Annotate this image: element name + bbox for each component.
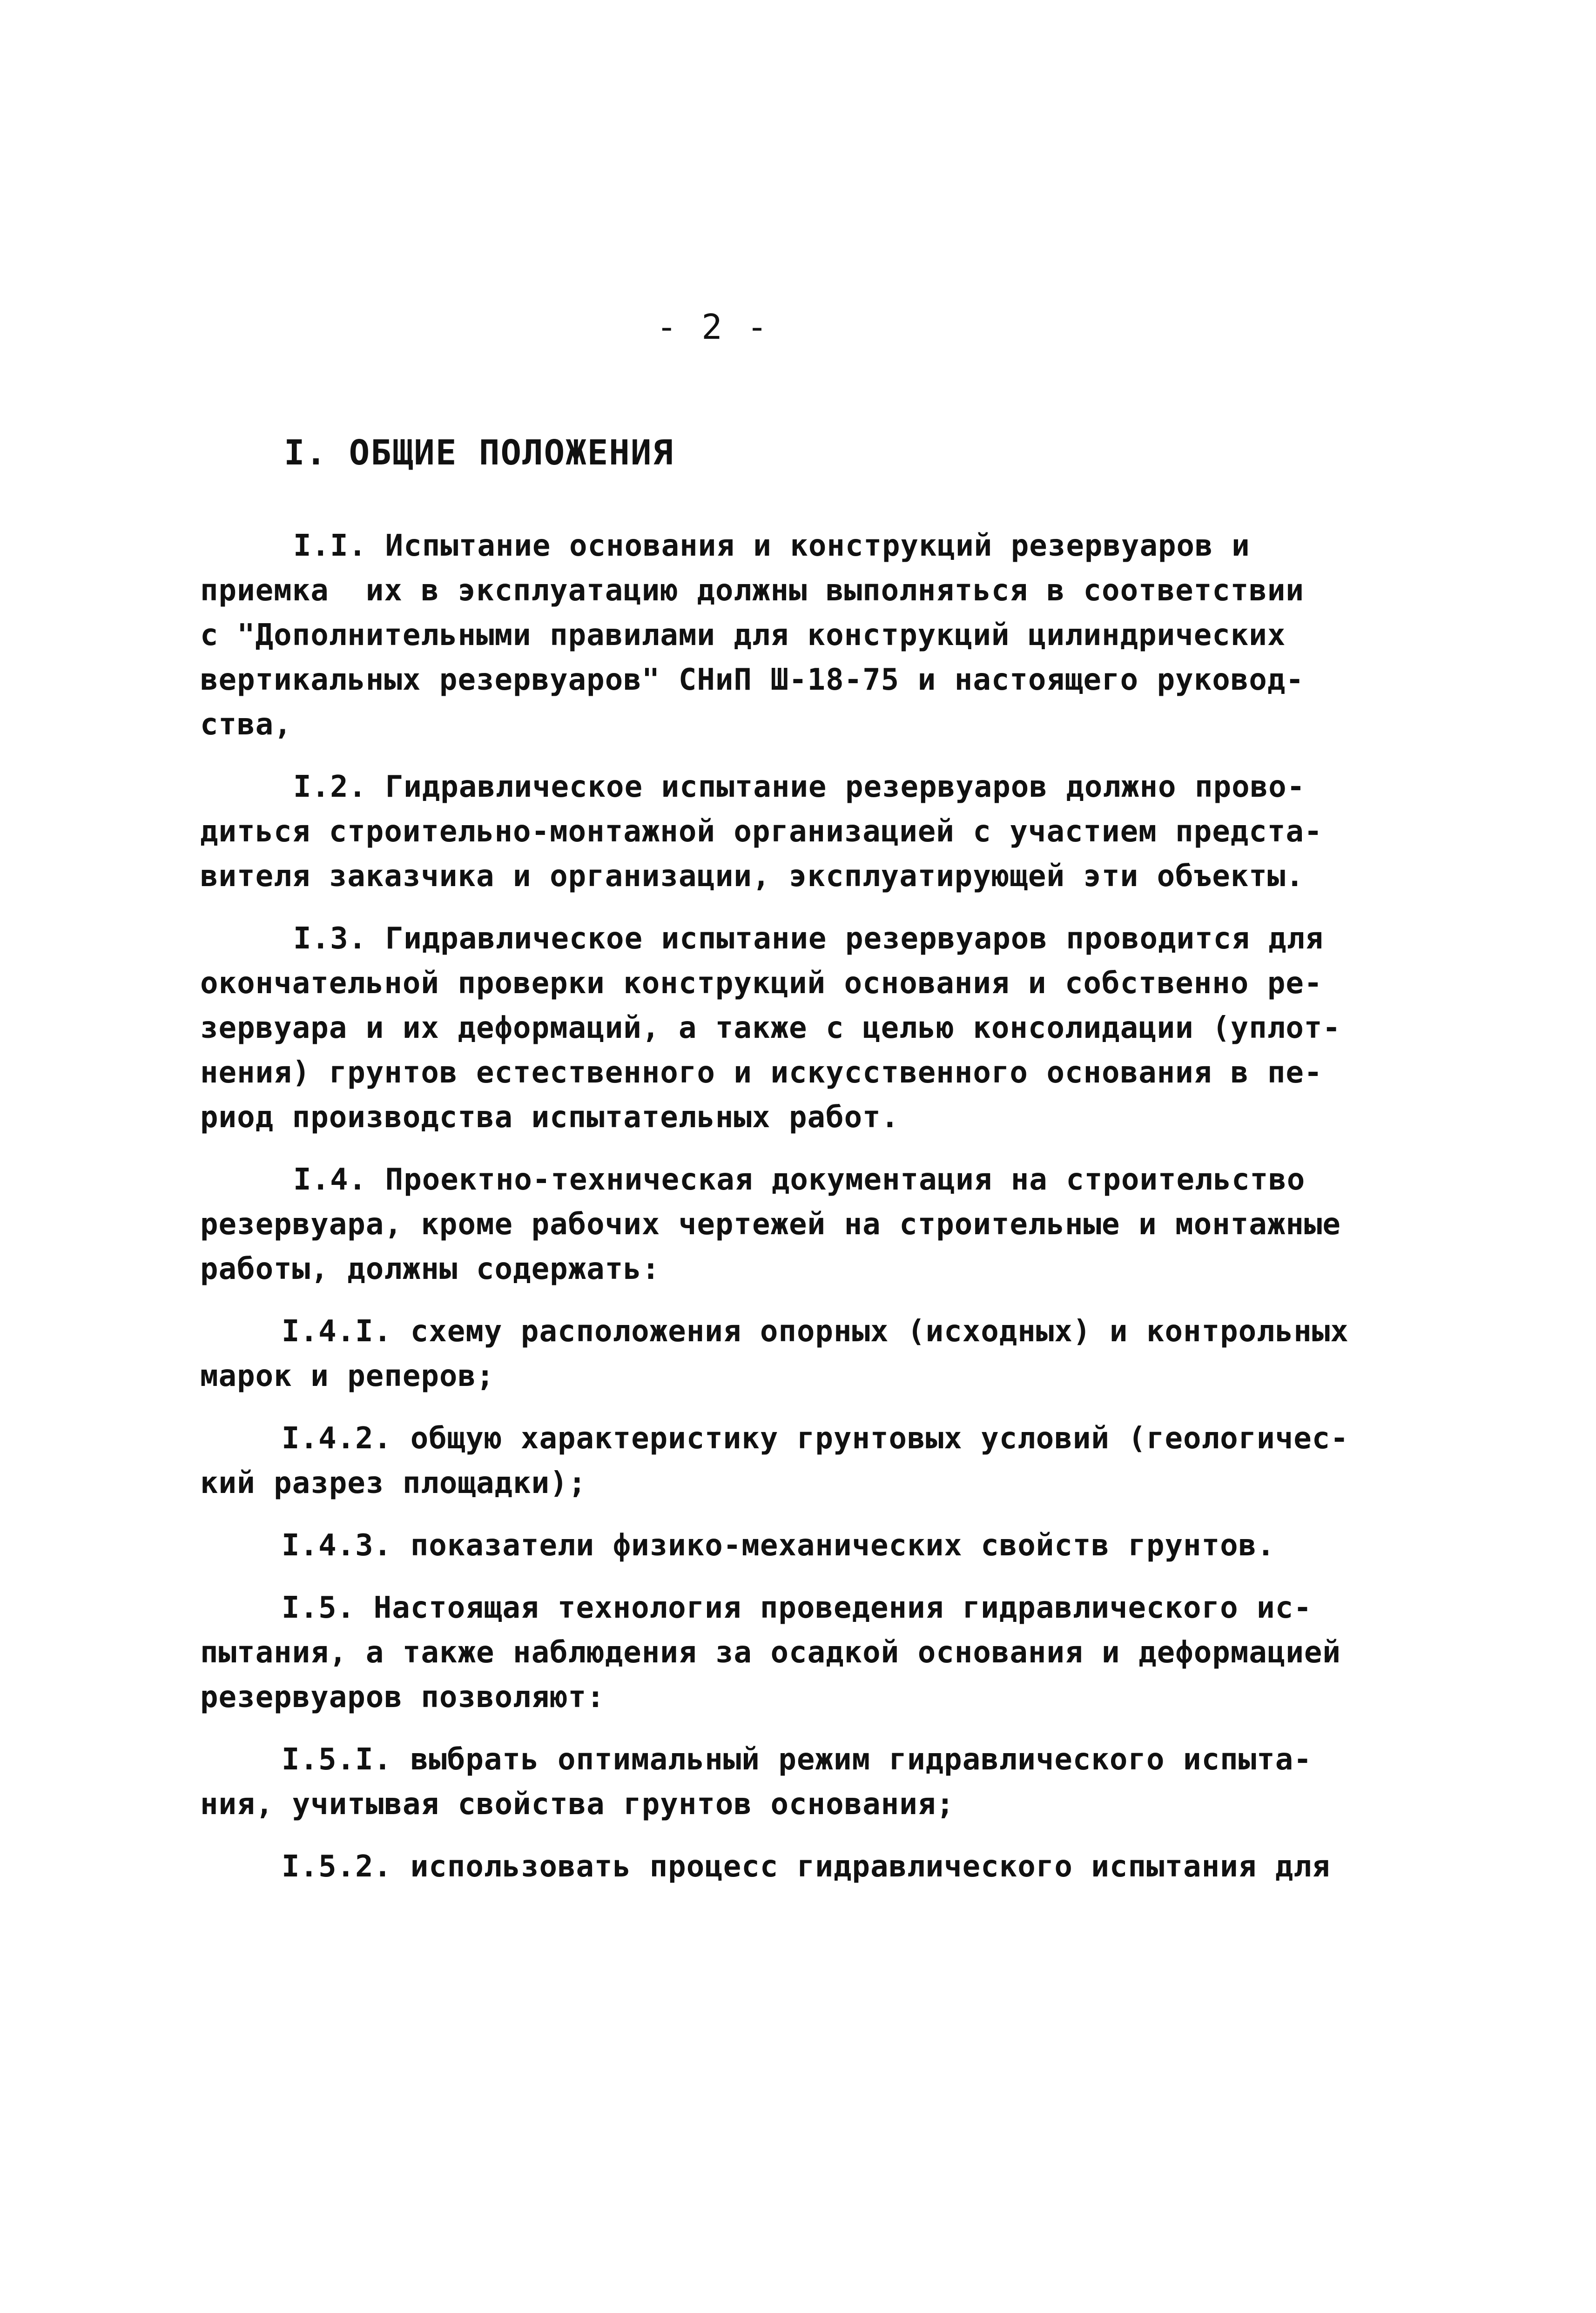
text-line: I.4.3. показатели физико-механических свойств грунтов. [282,1528,1275,1563]
section-title: I. ОБЩИЕ ПОЛОЖЕНИЯ [284,433,674,473]
text-line: I.2. Гидравлическое испытание резервуаров должно прово- [293,770,1306,804]
text-line: I.5.I. выбрать оптимальный режим гидравлического испыта- [282,1742,1312,1777]
paragraph-1-1 [200,524,1434,747]
body-text [200,524,1434,1907]
paragraph-1-3 [200,916,1434,1140]
text-line: резервуаров позволяют: [200,1680,605,1715]
text-line: приемка их в эксплуатацию должны выполняться в соответствии [200,573,1304,608]
paragraph-1-4 [200,1157,1434,1291]
text-line: ния, учитывая свойства грунтов основания; [200,1787,955,1822]
paragraph-1-2 [200,765,1434,899]
text-line: с "Дополнительными правилами для конструкций цилиндрических [200,618,1286,652]
paragraph-1-4-2 [200,1416,1434,1506]
paragraph-1-4-3 [200,1523,1434,1568]
text-line: ства, [200,707,292,742]
text-line: пытания, а также наблюдения за осадкой основания и деформацией [200,1635,1341,1670]
text-line: риод производства испытательных работ. [200,1100,900,1135]
text-line: резервуара, кроме рабочих чертежей на строительные и монтажные [200,1207,1341,1242]
text-line: диться строительно-монтажной организацией с участием предста- [200,814,1323,849]
text-line: зервуара и их деформаций, а также с целью консолидации (уплот- [200,1011,1341,1045]
text-line: нения) грунтов естественного и искусственного основания в пе- [200,1056,1323,1090]
text-line: I.I. Испытание основания и конструкций резервуаров и [293,529,1250,563]
text-line: кий разрез площадки); [200,1466,587,1500]
text-line: I.4.2. общую характеристику грунтовых условий (геологичес- [282,1421,1349,1456]
paragraph-1-5-2 [200,1844,1434,1889]
text-line: вителя заказчика и организации, эксплуатирующей эти объекты. [200,859,1304,894]
paragraph-1-5-1 [200,1737,1434,1827]
text-line: I.5. Настоящая технология проведения гидравлического ис- [282,1591,1312,1625]
text-line: I.5.2. использовать процесс гидравлического испытания для [282,1849,1331,1884]
text-line: марок и реперов; [200,1359,495,1393]
text-line: I.3. Гидравлическое испытание резервуаров проводится для [293,921,1324,956]
page-number: - 2 - [656,307,769,347]
paragraph-1-4-1 [200,1309,1434,1399]
text-line: вертикальных резервуаров" СНиП Ш-18-75 и настоящего руковод- [200,663,1304,697]
text-line: окончательной проверки конструкций основания и собственно ре- [200,966,1323,1001]
text-line: I.4.I. схему расположения опорных (исходных) и контрольных [282,1314,1349,1349]
paragraph-1-5 [200,1586,1434,1720]
text-line: I.4. Проектно-техническая документация на строительство [293,1163,1306,1197]
text-line: работы, должны содержать: [200,1252,660,1286]
